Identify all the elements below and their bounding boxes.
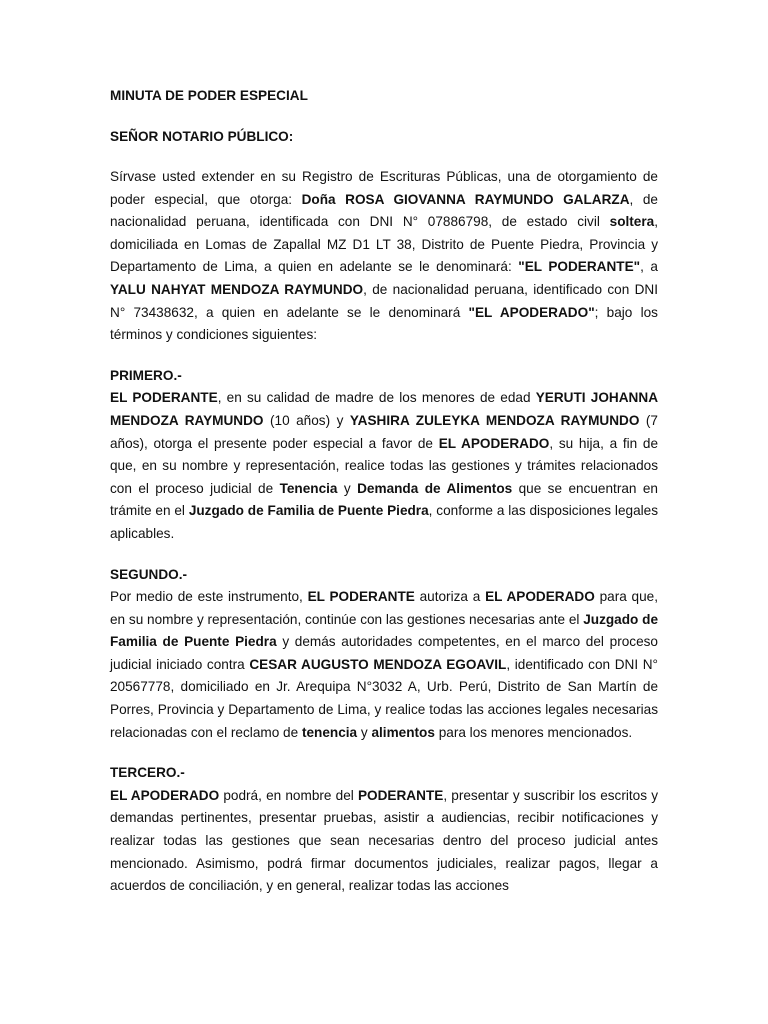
bold-text: EL APODERADO xyxy=(485,589,595,605)
document-title: MINUTA DE PODER ESPECIAL xyxy=(110,88,308,103)
bold-text: PODERANTE xyxy=(357,787,444,803)
grantor-name: Doña ROSA GIOVANNA RAYMUNDO GALARZA xyxy=(301,191,630,207)
body-text: , identificado con DNI N° 20567778, domiciliado en Jr. Arequipa N°3032 A, Urb. Perú, Distrito de San Martín de Porres, Provincia y Departamento de Lima, y realice todas las acciones legales necesarias relacionadas con el reclamo de xyxy=(110,656,658,740)
attorney-name: YALU NAHYAT MENDOZA RAYMUNDO xyxy=(110,281,364,297)
bold-text: CESAR AUGUSTO MENDOZA EGOAVIL xyxy=(249,656,507,672)
intro-text: , domiciliada en Lomas de Zapallal MZ D1 LT 38, Distrito de Puente Piedra, Provincia y Departamento de Lima, a quien en adelante se le denominará: xyxy=(110,214,658,275)
bold-text: Tenencia xyxy=(279,480,338,496)
section-title-tercero: TERCERO.- xyxy=(110,765,185,781)
bold-text: alimentos xyxy=(371,724,435,740)
intro-text: Sírvase usted extender en su Registro de Escrituras Públicas, una de otorgamiento de poder especial, que otorga: xyxy=(110,169,658,207)
body-text: , presentar y suscribir los escritos y demandas pertinentes, presentar pruebas, asistir a audiencias, recibir notificaciones y realizar todas las gestiones que sean necesarias dentro del proceso judicial antes mencionado. Asimismo, podrá firmar documentos judiciales, realizar pagos, llegar a acuerdos de conciliación, y en general, realizar todas las acciones xyxy=(110,787,659,894)
body-text: podrá, en nombre del xyxy=(219,787,358,803)
bold-text: EL PODERANTE xyxy=(110,390,218,406)
bold-text: YASHIRA ZULEYKA MENDOZA RAYMUNDO xyxy=(349,412,640,428)
intro-text: ; bajo los términos y condiciones siguientes: xyxy=(110,304,658,343)
bold-text: tenencia xyxy=(301,724,358,740)
intro-paragraph xyxy=(110,166,658,347)
body-text: y demás autoridades competentes, en el marco del proceso judicial iniciado contra xyxy=(110,634,658,672)
grantor-alias: "EL PODERANTE" xyxy=(518,259,641,275)
body-text: (7 años), otorga el presente poder especial a favor de xyxy=(110,412,658,451)
body-text: y xyxy=(357,724,372,740)
section-title-segundo: SEGUNDO.- xyxy=(110,566,188,582)
body-text: que se encuentran en trámite en el xyxy=(110,480,658,519)
body-text: autoriza a xyxy=(414,589,486,605)
bold-text: Demanda de Alimentos xyxy=(357,480,513,496)
bold-text: YERUTI JOHANNA MENDOZA RAYMUNDO xyxy=(110,390,659,428)
attorney-alias: "EL APODERADO" xyxy=(468,304,595,320)
body-text: , su hija, a fin de que, en su nombre y representación, realice todas las gestiones y trámites relacionados con el proceso judicial de xyxy=(110,435,659,496)
section-body-tercero xyxy=(110,785,658,898)
body-text: Por medio de este instrumento, xyxy=(110,589,308,605)
bold-text: Juzgado de Familia de Puente Piedra xyxy=(110,611,659,650)
body-text: para los menores mencionados. xyxy=(434,724,633,740)
body-text: , conforme a las disposiciones legales aplicables. xyxy=(110,503,659,541)
intro-text: , a xyxy=(640,259,658,275)
salutation: SEÑOR NOTARIO PÚBLICO: xyxy=(110,129,294,144)
section-title-primero: PRIMERO.- xyxy=(110,367,182,383)
document-page xyxy=(110,84,658,916)
section-body-primero xyxy=(110,387,658,545)
body-text: para que, en su nombre y representación, continúe con las gestiones necesarias ante el xyxy=(110,589,658,627)
intro-text: , de nacionalidad peruana, identificada con DNI N° 07886798, de estado civil xyxy=(110,191,658,230)
body-text: y xyxy=(337,480,358,496)
bold-text: EL PODERANTE xyxy=(307,589,415,605)
civil-status: soltera xyxy=(609,214,655,230)
bold-text: EL APODERADO xyxy=(438,435,550,451)
intro-text: , de nacionalidad peruana, identificado con DNI N° 73438632, a quien en adelante se le denominará xyxy=(110,281,658,320)
body-text: , en su calidad de madre de los menores de edad xyxy=(217,390,536,406)
bold-text: EL APODERADO xyxy=(110,787,220,803)
section-body-segundo xyxy=(110,586,658,744)
body-text: (10 años) y xyxy=(263,412,350,428)
bold-text: Juzgado de Familia de Puente Piedra xyxy=(188,503,429,519)
